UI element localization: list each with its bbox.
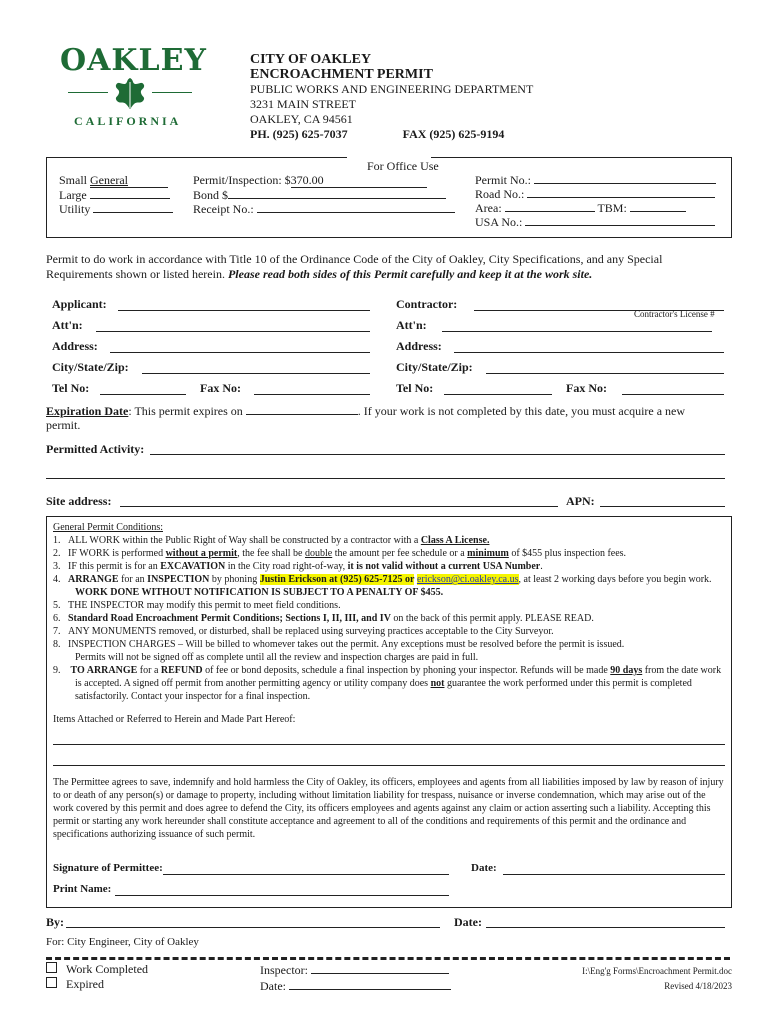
size-small-field[interactable]: General bbox=[90, 173, 168, 188]
permitted-activity-field-2[interactable] bbox=[46, 465, 725, 479]
contractor-address-field[interactable] bbox=[454, 339, 724, 353]
department: PUBLIC WORKS AND ENGINEERING DEPARTMENT bbox=[250, 82, 534, 96]
bond-label: Bond $ bbox=[193, 188, 229, 202]
inspector-email-link[interactable]: erickson@ci.oakley.ca.us bbox=[416, 574, 519, 585]
expired-label: Expired bbox=[66, 977, 104, 991]
city-name: CITY OF OAKLEY bbox=[250, 52, 372, 67]
for-city-engineer: For: City Engineer, City of Oakley bbox=[46, 936, 199, 948]
area-label: Area: bbox=[475, 201, 502, 215]
site-address-field[interactable] bbox=[120, 493, 558, 507]
contractor-fax-label: Fax No: bbox=[566, 381, 607, 395]
permit-fee-field[interactable]: 370.00 bbox=[291, 173, 427, 188]
office-use-title: For Office Use bbox=[367, 159, 439, 173]
condition-1: 1. ALL WORK within the Public Right of Way shall be constructed by a contractor with a Class A License. bbox=[53, 535, 490, 546]
expiration-date-field[interactable] bbox=[246, 403, 358, 415]
permitted-activity-field[interactable] bbox=[150, 441, 725, 455]
contractor-csz-field[interactable] bbox=[486, 360, 724, 374]
file-path: I:\Eng'g Forms\Encroachment Permit.doc bbox=[582, 966, 732, 976]
condition-2: 2. IF WORK is performed without a permit, the fee shall be double the amount per fee schedule or a minimum of $455 plus inspection fees. bbox=[53, 548, 627, 559]
items-attached-field[interactable] bbox=[53, 726, 725, 745]
condition-4-penalty: WORK DONE WITHOUT NOTIFICATION IS SUBJECT TO A PENALTY OF $455. bbox=[75, 587, 444, 598]
fax-number: FAX (925) 625-9194 bbox=[402, 127, 505, 141]
applicant-address-label: Address: bbox=[52, 339, 98, 353]
inspected-date-label: Date: bbox=[260, 979, 286, 993]
size-large-field[interactable] bbox=[90, 198, 170, 199]
signature-field[interactable] bbox=[163, 861, 449, 875]
intro-text: Permit to do work in accordance with Title 10 of the Ordinance Code of the City of Oakley, City Specifications, and any Special Requirements shown or listed herein. bbox=[46, 252, 663, 281]
by-date-label: Date: bbox=[454, 915, 482, 929]
contractor-attn-label: Att'n: bbox=[396, 318, 427, 332]
applicant-fax-label: Fax No: bbox=[200, 381, 241, 395]
logo-rule-left bbox=[68, 92, 108, 93]
logo-subtitle: CALIFORNIA bbox=[74, 114, 182, 128]
applicant-tel-field[interactable] bbox=[100, 381, 186, 395]
inspector-field[interactable] bbox=[311, 962, 449, 974]
intro-paragraph bbox=[46, 252, 696, 282]
applicant-csz-field[interactable] bbox=[142, 360, 370, 374]
expiration-text: This permit expires on bbox=[134, 404, 243, 418]
road-no-label: Road No.: bbox=[475, 187, 525, 201]
condition-8: 8. INSPECTION CHARGES – Will be billed to whomever takes out the permit. Any exceptions must be resolved before the permit is issued. bbox=[53, 639, 625, 650]
applicant-attn-field[interactable] bbox=[96, 318, 370, 332]
permit-no-field[interactable] bbox=[534, 183, 716, 184]
size-small-label: Small bbox=[59, 173, 88, 187]
print-name-field[interactable] bbox=[115, 882, 449, 896]
conditions-title: General Permit Conditions: bbox=[53, 522, 163, 533]
applicant-field[interactable] bbox=[118, 297, 370, 311]
work-completed-label: Work Completed bbox=[66, 962, 149, 976]
applicant-attn-label: Att'n: bbox=[52, 318, 83, 332]
items-attached-field-2[interactable] bbox=[53, 745, 725, 766]
apn-label: APN: bbox=[566, 494, 595, 508]
site-address-label: Site address: bbox=[46, 494, 112, 508]
size-utility-label: Utility bbox=[59, 202, 91, 216]
tbm-label: TBM: bbox=[597, 201, 627, 215]
city-logo bbox=[60, 43, 207, 134]
expiration-label: Expiration Date bbox=[46, 404, 129, 418]
receipt-label: Receipt No.: bbox=[193, 202, 254, 216]
expiration-paragraph: Expiration Date: This permit expires on . If your work is not completed by this date, you must acquire a new permit. bbox=[46, 404, 686, 432]
signature-label: Signature of Permittee: bbox=[53, 862, 163, 874]
size-utility-field[interactable] bbox=[93, 212, 173, 213]
indemnity-clause: The Permittee agrees to save, indemnify and hold harmless the City of Oakley, its officers, employees and agents from all liabilities imposed by law by reason of injury to or death of any person(s) or damage to property, including without limitation liability for trespass, nuisance or inverse condemnation, which may arise out of the work covered by this permit and does agree to defend the City, its officers employees and agents against any claim or action asserting such a liability. Accepting this permit or starting any work hereunder shall constitute acceptance and agreement to all of the conditions and requirements of this permit and the ordinance and specifications authorizing issuance of such permit. bbox=[53, 777, 724, 840]
contractor-csz-label: City/State/Zip: bbox=[396, 360, 473, 374]
separator bbox=[46, 957, 730, 960]
tbm-field[interactable] bbox=[630, 211, 686, 212]
signature-date-field[interactable] bbox=[503, 861, 725, 875]
intro-emphasis: Please read both sides of this Permit carefully and keep it at the work site. bbox=[227, 267, 593, 281]
contractor-tel-field[interactable] bbox=[444, 381, 552, 395]
contractor-address-label: Address: bbox=[396, 339, 442, 353]
signature-date-label: Date: bbox=[471, 862, 497, 874]
condition-9: 9. TO ARRANGE for a REFUND of fee or bond deposits, schedule a final inspection by phoning your inspector. Refunds will be made 90 days from the date work is accepted. A signed off permit from another permitting agency or utility company does not guarantee the work performed under this permit is completed satisfactorily. Contact your inspector for a final inspection. bbox=[53, 665, 722, 702]
logo-wordmark: OAKLEY bbox=[60, 43, 207, 78]
receipt-field[interactable] bbox=[257, 212, 455, 213]
contractor-fax-field[interactable] bbox=[622, 381, 724, 395]
oak-leaf-icon bbox=[112, 76, 148, 110]
document-title: ENCROACHMENT PERMIT bbox=[250, 67, 433, 82]
permit-no-label: Permit No.: bbox=[475, 173, 531, 187]
size-large-label: Large bbox=[59, 188, 87, 202]
phone-number: PH. (925) 625-7037 bbox=[250, 127, 348, 141]
apn-field[interactable] bbox=[600, 493, 725, 507]
applicant-address-field[interactable] bbox=[110, 339, 370, 353]
by-field[interactable] bbox=[66, 914, 440, 928]
contractor-license-label: Contractor's License # bbox=[634, 309, 715, 319]
applicant-csz-label: City/State/Zip: bbox=[52, 360, 129, 374]
usa-no-label: USA No.: bbox=[475, 215, 523, 229]
contractor-tel-label: Tel No: bbox=[396, 381, 434, 395]
condition-8-note: Permits will not be signed off as complete until all the review and inspection charges are paid in full. bbox=[75, 652, 479, 663]
work-completed-checkbox[interactable] bbox=[46, 962, 57, 973]
logo-rule-right bbox=[152, 92, 192, 93]
expired-checkbox[interactable] bbox=[46, 977, 57, 988]
condition-6: 6. Standard Road Encroachment Permit Conditions; Sections I, II, III, and IV on the back of this permit apply. PLEASE READ. bbox=[53, 613, 594, 624]
permit-fee-label: Permit/Inspection: $ bbox=[193, 173, 291, 187]
area-field[interactable] bbox=[505, 211, 595, 212]
contractor-label: Contractor: bbox=[396, 297, 458, 311]
expiration-text-2: . If your work is not completed by this date, you must acquire a new permit. bbox=[46, 404, 686, 432]
bond-field[interactable] bbox=[228, 198, 446, 199]
applicant-fax-field[interactable] bbox=[254, 381, 370, 395]
applicant-label: Applicant: bbox=[52, 297, 107, 311]
inspected-date-field[interactable] bbox=[289, 978, 451, 990]
condition-4: 4. ARRANGE for an INSPECTION by phoning Justin Erickson at (925) 625-7125 or erickson@ci.oakley.ca.us, at least 2 working days before you begin work. bbox=[53, 574, 712, 585]
condition-3: 3. IF this permit is for an EXCAVATION in the City road right-of-way, it is not valid without a current USA Number. bbox=[53, 561, 543, 572]
condition-5: 5. THE INSPECTOR may modify this permit to meet field conditions. bbox=[53, 600, 341, 611]
city-state: OAKLEY, CA 94561 bbox=[250, 112, 353, 126]
by-date-field[interactable] bbox=[486, 914, 725, 928]
print-name-label: Print Name: bbox=[53, 883, 112, 895]
applicant-tel-label: Tel No: bbox=[52, 381, 90, 395]
road-no-field[interactable] bbox=[527, 197, 715, 198]
by-label: By: bbox=[46, 915, 64, 929]
inspector-label: Inspector: bbox=[260, 963, 308, 977]
usa-no-field[interactable] bbox=[525, 225, 715, 226]
office-use-box bbox=[46, 157, 732, 238]
condition-7: 7. ANY MONUMENTS removed, or disturbed, shall be replaced using surveying practices acceptable to the City Surveyor. bbox=[53, 626, 554, 637]
items-attached-label: Items Attached or Referred to Herein and Made Part Hereof: bbox=[53, 714, 296, 725]
contractor-attn-field[interactable] bbox=[442, 318, 712, 332]
permitted-activity-label: Permitted Activity: bbox=[46, 442, 145, 456]
revision-date: Revised 4/18/2023 bbox=[664, 981, 732, 991]
conditions-box bbox=[46, 516, 732, 908]
street-address: 3231 MAIN STREET bbox=[250, 97, 356, 111]
